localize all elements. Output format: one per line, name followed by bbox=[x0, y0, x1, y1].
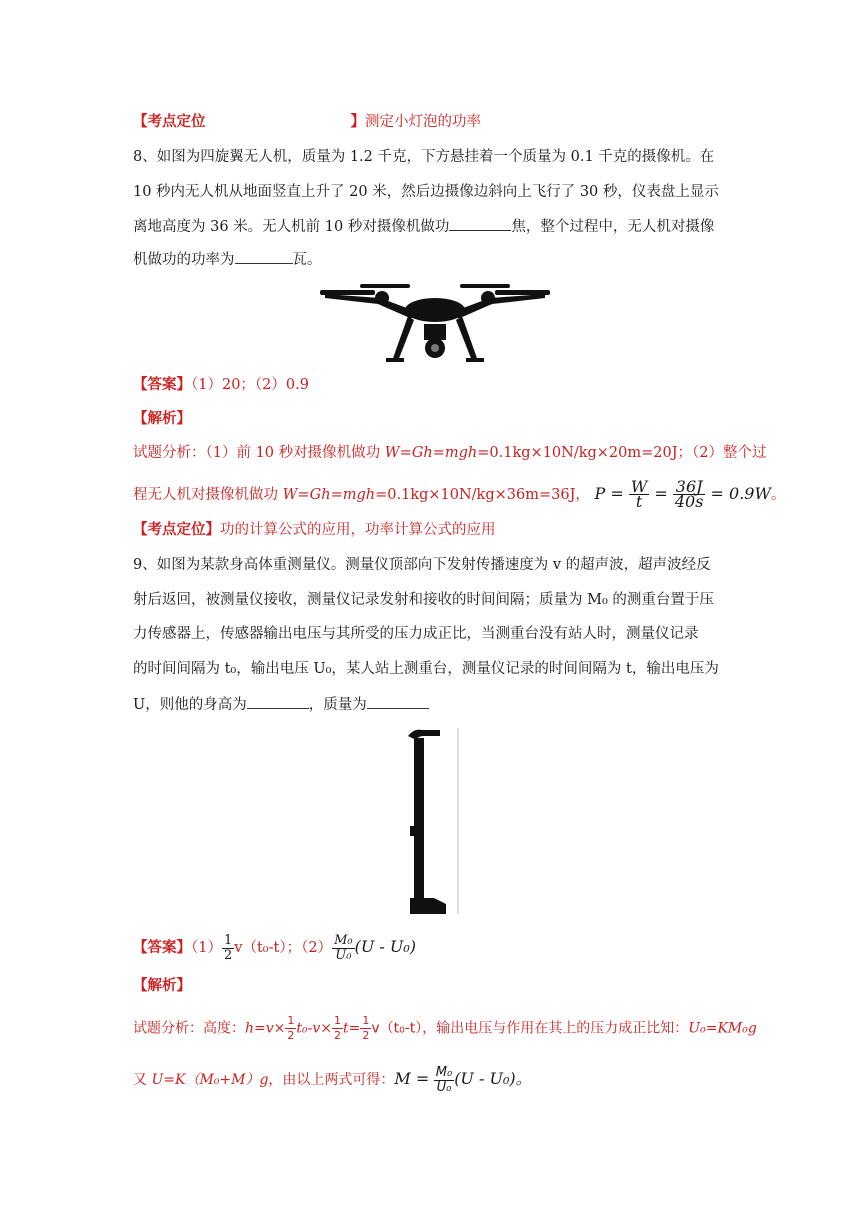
q9-analysis-line-2 bbox=[133, 1062, 532, 1096]
q9-line-5 bbox=[133, 694, 429, 715]
q8-analysis-label: 【解析】 bbox=[133, 410, 191, 427]
q9-blank-2[interactable] bbox=[367, 694, 429, 709]
q9-analysis-1-c: t₀-v× bbox=[296, 1020, 332, 1037]
power-p: P bbox=[594, 484, 606, 503]
q8-analysis-1-prefix: 试题分析：（1）前 10 秒对摄像机做功 bbox=[133, 445, 385, 461]
q9-frac-u0: U₀ bbox=[436, 1079, 452, 1095]
q9-frac-m0: M₀ bbox=[435, 1064, 453, 1080]
m0-u0-frac bbox=[332, 934, 355, 963]
q9-line-5-b: ，质量为 bbox=[308, 697, 367, 713]
frac-36j: 36J bbox=[673, 480, 706, 495]
q9-analysis-1-a: 试题分析：高度： bbox=[133, 1020, 245, 1037]
q8-answer-label: 【答案】 bbox=[133, 376, 191, 393]
q9-line-5-a: U，则他的身高为 bbox=[133, 697, 247, 713]
q9-half-1-den: 2 bbox=[287, 1029, 295, 1042]
q8-line-4-b: 瓦。 bbox=[292, 252, 322, 268]
q8-analysis-1-formula: W=Gh=mgh bbox=[384, 445, 478, 461]
q8-kaodian-line bbox=[133, 520, 496, 540]
frac-m0: M₀ bbox=[334, 932, 353, 948]
q9-blank-1[interactable] bbox=[247, 694, 309, 709]
q9-half-3 bbox=[360, 1014, 371, 1043]
half-num: 1 bbox=[223, 932, 233, 948]
half-den: 2 bbox=[223, 947, 233, 963]
q8-line-4-a: 机做功的功率为 bbox=[133, 252, 235, 268]
q9-answer-v: v（t₀-t）；（2） bbox=[234, 940, 333, 956]
drone-image bbox=[320, 276, 550, 366]
q9-half-2 bbox=[332, 1014, 343, 1043]
q8-answer-line bbox=[133, 375, 309, 395]
half-frac bbox=[222, 934, 234, 963]
q9-analysis-2-c: ，由以上两式可得： bbox=[268, 1072, 395, 1088]
q8-line-2: 10 秒内无人机从地面竖直上升了 20 米，然后边摄像边斜向上飞行了 30 秒，仪表盘上显示 bbox=[133, 184, 719, 200]
q9-analysis-2-m: M = bbox=[394, 1069, 430, 1088]
kaodian-label-open: 【考点定位 bbox=[133, 113, 206, 130]
q8-line-4 bbox=[133, 249, 322, 270]
power-result: = 0.9W bbox=[710, 484, 771, 503]
q9-half-3-den: 2 bbox=[362, 1029, 370, 1042]
q9-half-1-num: 1 bbox=[287, 1014, 295, 1027]
q9-answer-p1: （1） bbox=[191, 940, 222, 956]
q9-analysis-1-d: t= bbox=[343, 1020, 361, 1037]
frac-w-t bbox=[629, 477, 649, 511]
q9-line-1: 9、如图为某款身高体重测量仪。测量仪顶部向下发射传播速度为 v 的超声波，超声波经反 bbox=[133, 557, 711, 573]
q9-answer-tail: (U - U₀) bbox=[354, 937, 417, 956]
q9-analysis-label: 【解析】 bbox=[133, 977, 191, 994]
q9-half-2-num: 1 bbox=[334, 1014, 341, 1027]
q8-analysis-line-1 bbox=[133, 443, 767, 463]
frac-t: t bbox=[635, 492, 643, 511]
q8-line-3 bbox=[133, 216, 714, 237]
q9-half-2-den: 2 bbox=[334, 1029, 341, 1042]
q8-analysis-line-2 bbox=[133, 477, 786, 511]
q8-analysis-2-prefix: 程无人机对摄像机做功 bbox=[133, 487, 283, 503]
kaodian-line-q7 bbox=[133, 112, 481, 132]
q8-line-3-a: 离地高度为 36 米。无人机前 10 秒对摄像机做功 bbox=[133, 219, 450, 235]
q9-analysis-2-b: U=K（M₀+M）g bbox=[151, 1072, 269, 1088]
q9-half-1 bbox=[285, 1014, 296, 1043]
q8-answer-value: （1）20；（2）0.9 bbox=[191, 377, 309, 393]
height-scale-image bbox=[400, 728, 462, 918]
frac-u0: U₀ bbox=[335, 947, 352, 963]
q9-line-3: 力传感器上，传感器输出电压与其所受的压力成正比，当测重台没有站人时，测量仪记录 bbox=[133, 626, 699, 642]
q9-analysis-1-e: v（t₀-t），输出电压与作用在其上的压力成正比知： bbox=[371, 1020, 689, 1037]
q8-kaodian-value: 功的计算公式的应用，功率计算公式的应用 bbox=[220, 522, 496, 538]
q8-line-1: 8、如图为四旋翼无人机，质量为 1.2 千克，下方悬挂着一个质量为 0.1 千克的摄像机。在 bbox=[133, 149, 715, 165]
q9-answer-label: 【答案】 bbox=[133, 939, 191, 956]
power-formula: P = $\frac{W}{t}$ = $\frac{36J}{40s}$ = 0.9W bbox=[594, 477, 771, 511]
q9-line-2: 射后返回，被测量仪接收，测量仪记录发射和接收的时间间隔；质量为 M₀ 的测重台置于压 bbox=[133, 592, 714, 608]
q9-m0-u0-frac bbox=[434, 1066, 454, 1095]
q8-analysis-2-formula: W=Gh=mgh bbox=[282, 487, 376, 503]
q9-analysis-2-a: 又 bbox=[133, 1072, 152, 1088]
q8-period: 。 bbox=[770, 487, 786, 503]
q8-analysis-2-rest: =0.1kg×10N/kg×36m=36J， bbox=[375, 487, 590, 503]
q8-kaodian-label: 【考点定位】 bbox=[133, 521, 220, 538]
q9-line-4: 的时间间隔为 t₀，输出电压 U₀，某人站上测重台，测量仪记录的时间间隔为 t，输出电压为 bbox=[133, 661, 719, 677]
frac-36j-40s bbox=[673, 477, 706, 511]
frac-40s: 40s bbox=[674, 492, 704, 511]
q9-analysis-1-f: U₀=KM₀g bbox=[688, 1020, 757, 1037]
q9-analysis-line-1 bbox=[133, 1014, 757, 1042]
q8-blank-1[interactable] bbox=[449, 216, 511, 231]
q9-analysis-1-b: h=v× bbox=[245, 1020, 286, 1037]
q8-analysis-1-rest: =0.1kg×10N/kg×20m=20J；（2）整个过 bbox=[477, 445, 767, 461]
q9-half-3-num: 1 bbox=[362, 1014, 370, 1027]
frac-w: W bbox=[630, 477, 648, 496]
q8-blank-2[interactable] bbox=[235, 249, 293, 264]
kaodian-label-close: 】 bbox=[350, 113, 365, 130]
q8-line-3-b: 焦，整个过程中，无人机对摄像 bbox=[511, 219, 715, 235]
q9-analysis-2-tail: (U - U₀)。 bbox=[454, 1069, 532, 1088]
kaodian-value: 测定小灯泡的功率 bbox=[365, 114, 481, 130]
q9-answer-line bbox=[133, 932, 416, 962]
